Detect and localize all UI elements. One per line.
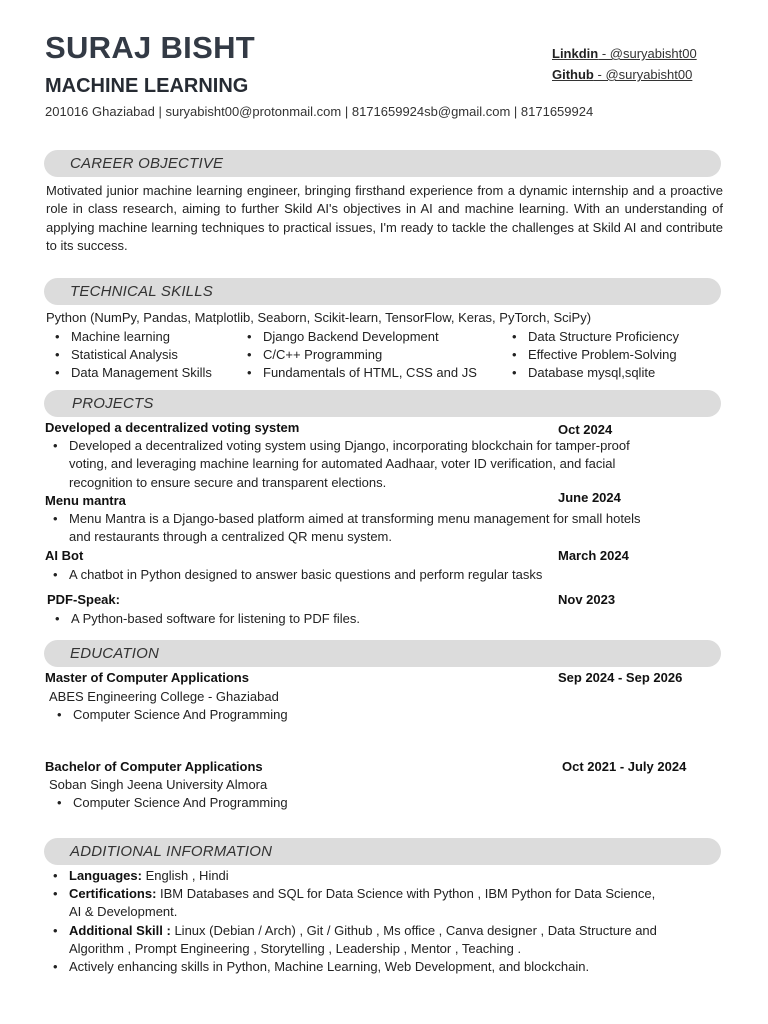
- skill-item: • Statistical Analysis: [71, 346, 212, 364]
- school-name: ABES Engineering College - Ghaziabad: [49, 689, 279, 704]
- skill-item: • Django Backend Development: [263, 328, 477, 346]
- skills-column-1: [71, 328, 212, 383]
- additional-skill-item: • Additional Skill : Linux (Debian / Arch) , Git / Github , Ms office , Canva designer , Data Structure and Algorithm , Prompt Engineering , Storytelling , Leadership , Mentor , Teaching .: [69, 922, 729, 959]
- career-objective-text: Motivated junior machine learning engineer, bringing firsthand experience from a dynamic internship and a proactive role in class research, aiming to further Skild AI's objectives in AI and machine learning. With an understanding of applying machine learning techniques to practical issues, I'm ready to tackle the challenges at Skild AI and contribute to its success.: [46, 183, 723, 253]
- section-title: EDUCATION: [70, 645, 160, 662]
- section-projects: [44, 390, 721, 417]
- degree-date: Sep 2024 - Sep 2026: [558, 670, 683, 685]
- project-date: Oct 2024: [558, 422, 613, 437]
- project-description: • Menu Mantra is a Django-based platform aimed at transforming menu management for small hotels and restaurants through a centralized QR menu system.: [69, 510, 709, 547]
- project-title: Menu mantra: [45, 493, 126, 508]
- linkedin-link[interactable]: [552, 43, 697, 64]
- skill-item: • Data Management Skills: [71, 364, 212, 382]
- school-name: Soban Singh Jeena University Almora: [49, 777, 268, 792]
- degree-title: Bachelor of Computer Applications: [45, 759, 263, 774]
- degree-date: Oct 2021 - July 2024: [562, 759, 687, 774]
- github-handle: - @suryabisht00: [593, 67, 693, 82]
- section-career-objective: [44, 150, 721, 177]
- python-skills-line: Python (NumPy, Pandas, Matplotlib, Seaborn, Scikit-learn, TensorFlow, Keras, PyTorch, SciPy): [46, 310, 592, 325]
- linkedin-label: Linkdin: [552, 46, 599, 61]
- profile-links: [552, 43, 697, 85]
- section-additional-information: [44, 838, 721, 865]
- section-title: CAREER OBJECTIVE: [70, 155, 224, 172]
- candidate-role: MACHINE LEARNING: [45, 75, 249, 97]
- project-date: June 2024: [558, 490, 621, 505]
- certifications-item: • Certifications: IBM Databases and SQL for Data Science with Python , IBM Python for Data Science, AI & Development.: [69, 885, 709, 922]
- contact-line: 201016 Ghaziabad | suryabisht00@protonmail.com | 8171659924sb@gmail.com | 8171659924: [45, 104, 594, 119]
- section-education: [44, 640, 721, 667]
- project-title: Developed a decentralized voting system: [45, 420, 300, 435]
- project-date: March 2024: [558, 548, 629, 563]
- languages-item: • Languages: English , Hindi: [69, 867, 709, 885]
- learning-item: • Actively enhancing skills in Python, Machine Learning, Web Development, and blockchain.: [69, 958, 729, 976]
- skills-column-2: [263, 328, 477, 383]
- candidate-name: SURAJ BISHT: [45, 30, 255, 65]
- degree-title: Master of Computer Applications: [45, 670, 249, 685]
- skill-item: • Machine learning: [71, 328, 212, 346]
- project-title: PDF-Speak:: [47, 592, 120, 607]
- skill-item: • Fundamentals of HTML, CSS and JS: [263, 364, 477, 382]
- section-technical-skills: [44, 278, 721, 305]
- github-label: Github: [552, 67, 594, 82]
- project-title: AI Bot: [45, 548, 84, 563]
- project-description: • A Python-based software for listening to PDF files.: [71, 610, 711, 628]
- github-link[interactable]: [552, 64, 697, 85]
- skill-item: • Data Structure Proficiency: [528, 328, 679, 346]
- section-title: PROJECTS: [72, 395, 154, 412]
- project-date: Nov 2023: [558, 592, 616, 607]
- project-description: • A chatbot in Python designed to answer basic questions and perform regular tasks: [69, 566, 709, 584]
- skill-item: • C/C++ Programming: [263, 346, 477, 364]
- skill-item: • Database mysql,sqlite: [528, 364, 679, 382]
- project-description: • Developed a decentralized voting system using Django, incorporating blockchain for tamper-proof voting, and leveraging machine learning for automated Aadhaar, voter ID verification, and facial recognition to ensure secure and transparent elections.: [69, 437, 709, 492]
- degree-focus: • Computer Science And Programming: [73, 706, 288, 724]
- degree-focus: • Computer Science And Programming: [73, 794, 288, 812]
- section-title: ADDITIONAL INFORMATION: [70, 843, 273, 860]
- skills-column-3: [528, 328, 679, 383]
- section-title: TECHNICAL SKILLS: [70, 283, 213, 300]
- skill-item: • Effective Problem-Solving: [528, 346, 679, 364]
- linkedin-handle: - @suryabisht00: [598, 46, 697, 61]
